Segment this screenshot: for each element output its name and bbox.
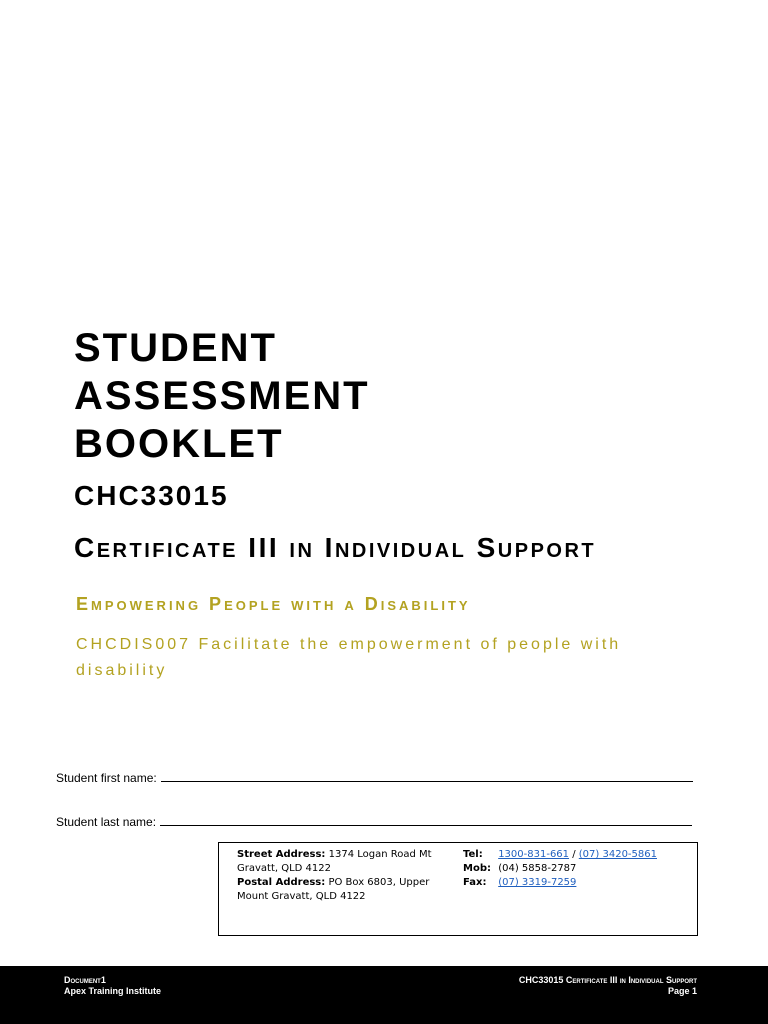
page-footer	[0, 966, 768, 1024]
booklet-subtitle: Empowering People with a Disability	[76, 594, 471, 614]
title-line-2: ASSESSMENT	[74, 374, 370, 418]
first-name-field[interactable]	[56, 770, 693, 785]
tel-label: Tel:	[463, 849, 483, 860]
last-name-field[interactable]	[56, 814, 692, 829]
tel-link-1[interactable]: 1300-831-661	[498, 849, 570, 860]
street-address-label: Street Address:	[237, 849, 326, 860]
first-name-line[interactable]	[161, 770, 693, 782]
footer-left	[64, 975, 161, 997]
mob-value: (04) 5858-2787	[498, 863, 577, 874]
postal-address-value: PO Box 6803, Upper Mount Gravatt, QLD 4122	[237, 877, 430, 902]
mob-label: Mob:	[463, 863, 491, 874]
tel-link-2[interactable]: (07) 3420-5861	[578, 849, 657, 860]
last-name-line[interactable]	[160, 814, 692, 826]
title-line-3: BOOKLET	[74, 422, 284, 466]
unit-description: CHCDIS007 Facilitate the empowerment of people with disability	[76, 636, 622, 679]
street-address-value: 1374 Logan Road Mt Gravatt, QLD 4122	[237, 849, 432, 874]
fax-link[interactable]: (07) 3319-7259	[498, 877, 577, 888]
postal-address-label: Postal Address:	[237, 877, 326, 888]
course-code: CHC33015	[74, 480, 229, 511]
footer-right	[519, 975, 697, 997]
footer-institute: Apex Training Institute	[64, 986, 162, 996]
last-name-label: Student last name:	[56, 815, 157, 829]
footer-course: CHC33015 Certificate III in Individual Support	[518, 975, 697, 985]
fax-label: Fax:	[463, 877, 487, 888]
contact-box	[218, 842, 698, 936]
course-name: Certificate III in Individual Support	[74, 532, 597, 563]
footer-page-number: Page 1	[667, 986, 697, 996]
address-block	[237, 848, 459, 904]
footer-doc-name: Document1	[64, 975, 106, 985]
first-name-label: Student first name:	[56, 771, 157, 785]
tel-separator: /	[572, 849, 576, 860]
title-line-1: STUDENT	[74, 326, 277, 370]
phone-block	[463, 848, 693, 890]
